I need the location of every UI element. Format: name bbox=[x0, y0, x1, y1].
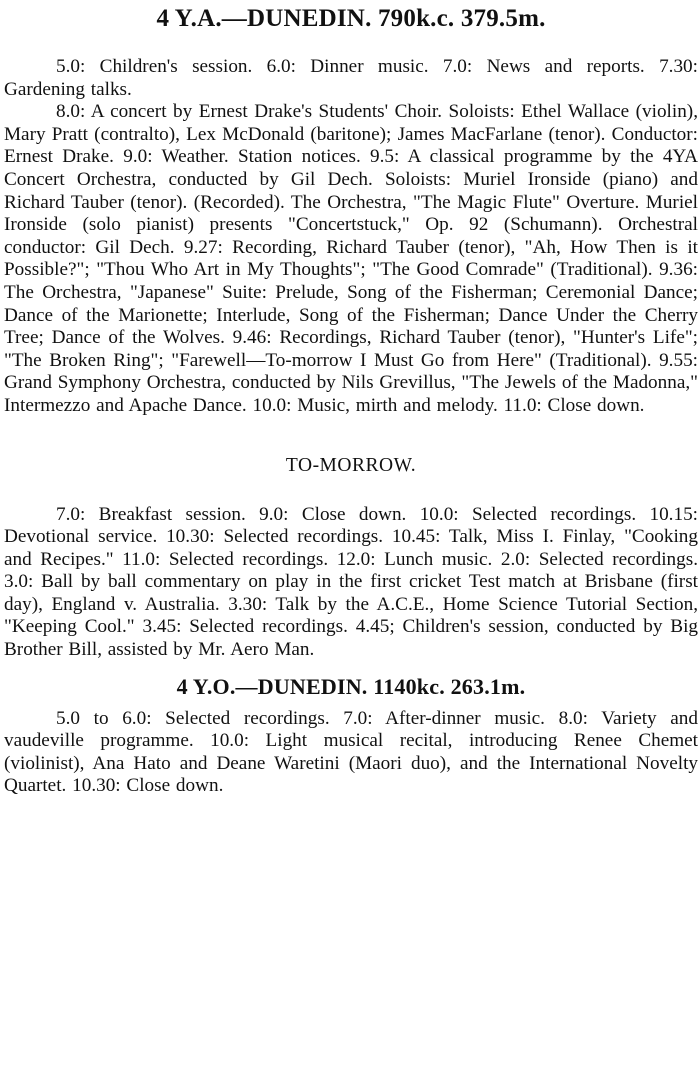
tomorrow-programme-paragraph: 7.0: Breakfast session. 9.0: Close down. 10.0: Selected recordings. 10.15: Devotional service. 10.30: Selected recordings. 10.45: Talk, Miss I. Finlay, "Cooking and Recipes." 11.0: Selected recordings. 12.0: Lunch music. 2.0: Selected recordings. 3.0: Ball by ball commentary on play in the first cricket Test match at Brisbane (first day), England v. Australia. 3.30: Talk by the A.C.E., Home Science Tutorial Section, "Keeping Cool." 3.45: Selected recordings. 4.45; Children's session, conducted by Big Brother Bill, assisted by Mr. Aero Man. bbox=[4, 503, 698, 661]
programme-paragraph-evening-start: 5.0: Children's session. 6.0: Dinner music. 7.0: News and reports. 7.30: Gardening talks. bbox=[4, 56, 698, 100]
station-heading-4ya: 4 Y.A.—DUNEDIN. 790k.c. 379.5m. bbox=[156, 5, 546, 32]
programme-paragraph-concert: 8.0: A concert by Ernest Drake's Students' Choir. Soloists: Ethel Wallace (violin), Mary Pratt (contralto), Lex McDonald (baritone); James MacFarlane (tenor). Conductor: Ernest Drake. 9.0: Weather. Station notices. 9.5: A classical programme by the 4YA Concert Orchestra, conducted by Gil Dech. Soloists: Muriel Ironside (piano) and Richard Tauber (tenor). (Recorded). The Orchestra, "The Magic Flute" Overture. Muriel Ironside (solo pianist) presents "Concertstuck," Op. 92 (Schumann). Orchestral conductor: Gil Dech. 9.27: Recording, Richard Tauber (tenor), "Ah, How Then is it Possible?"; "Thou Who Art in My Thoughts"; "The Good Comrade" (Traditional). 9.36: The Orchestra, "Japanese" Suite: Prelude, Song of the Fisherman; Ceremonial Dance; Dance of the Marionette; Interlude, Song of the Fisherman; Dance Under the Cherry Tree; Dance of the Wolves. 9.46: Recordings, Richard Tauber (tenor), "Hunter's Life"; "The Broken Ring"; "Farewell—To-morrow I Must Go from Here" (Traditional). 9.55: Grand Symphony Orchestra, conducted by Nils Grevillus, "The Jewels of the Madonna," Intermezzo and Apache Dance. 10.0: Music, mirth and melody. 11.0: Close down. bbox=[4, 101, 698, 416]
tomorrow-heading: TO-MORROW. bbox=[285, 454, 417, 476]
programme-paragraph-4yo: 5.0 to 6.0: Selected recordings. 7.0: After-dinner music. 8.0: Variety and vaudeville programme. 10.0: Light musical recital, introducing Renee Chemet (violinist), Ana Hato and Deane Waretini (Maori duo), and the International Novelty Quartet. 10.30: Close down. bbox=[4, 707, 698, 797]
station-heading-4yo: 4 Y.O.—DUNEDIN. 1140kc. 263.1m. bbox=[176, 673, 526, 699]
